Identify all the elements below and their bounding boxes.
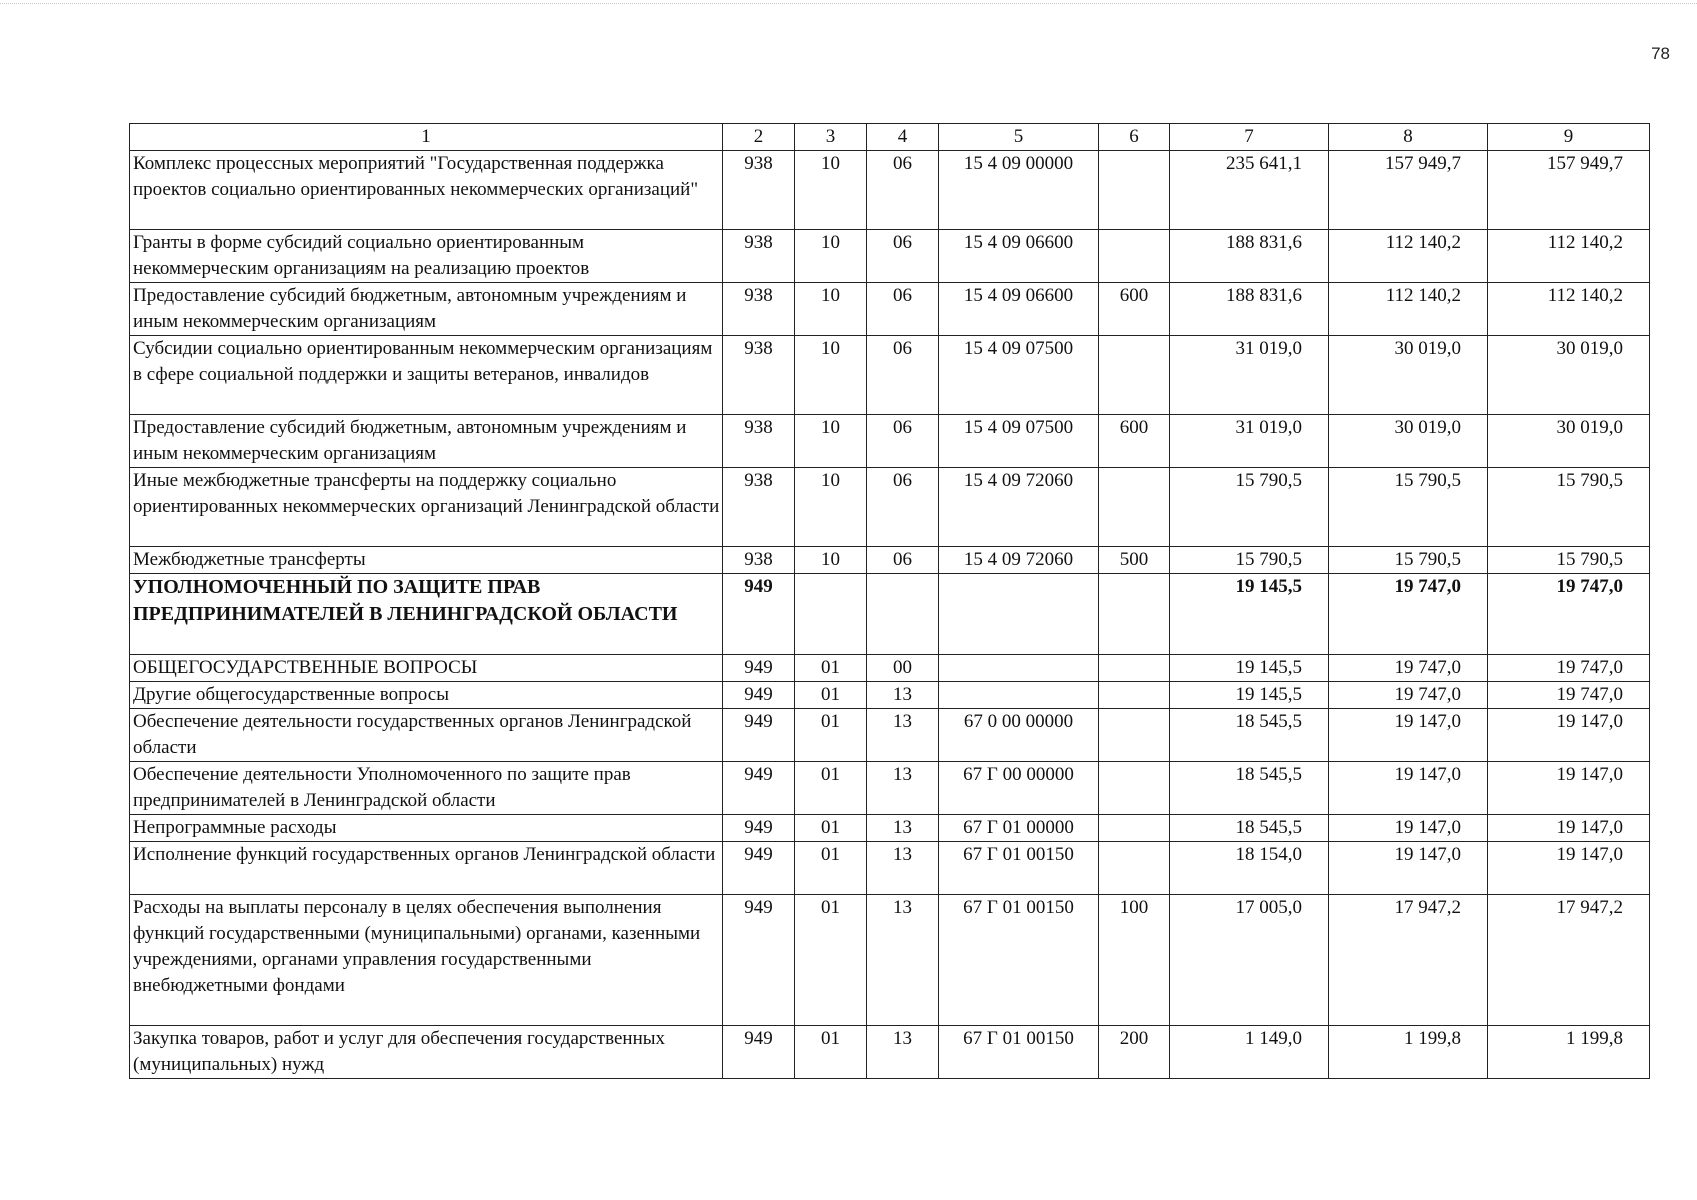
table-row xyxy=(130,762,1650,815)
amount-col8: 30 019,0 xyxy=(1329,415,1488,468)
expense-type-code xyxy=(1099,762,1170,815)
table-row xyxy=(130,415,1650,468)
subsection-code: 13 xyxy=(867,762,939,815)
col-header-4: 4 xyxy=(867,124,939,151)
expense-name: Предоставление субсидий бюджетным, автономным учреждениям и иным некоммерческим организациям xyxy=(130,415,723,468)
expense-name: ОБЩЕГОСУДАРСТВЕННЫЕ ВОПРОСЫ xyxy=(130,655,723,682)
subsection-code: 06 xyxy=(867,230,939,283)
expense-name: Закупка товаров, работ и услуг для обеспечения государственных (муниципальных) нужд xyxy=(130,1026,723,1079)
amount-col8: 19 747,0 xyxy=(1329,655,1488,682)
table-row xyxy=(130,336,1650,415)
expense-name: Межбюджетные трансферты xyxy=(130,547,723,574)
amount-col7: 18 545,5 xyxy=(1170,762,1329,815)
target-article-code: 15 4 09 06600 xyxy=(939,283,1099,336)
ministry-code: 938 xyxy=(723,336,795,415)
section-code: 01 xyxy=(795,655,867,682)
expense-type-code xyxy=(1099,336,1170,415)
amount-col9: 17 947,2 xyxy=(1488,895,1650,1026)
amount-col9: 15 790,5 xyxy=(1488,547,1650,574)
subsection-code: 06 xyxy=(867,415,939,468)
amount-col8: 19 747,0 xyxy=(1329,574,1488,655)
ministry-code: 949 xyxy=(723,709,795,762)
table-row xyxy=(130,709,1650,762)
expense-name: Другие общегосударственные вопросы xyxy=(130,682,723,709)
ministry-code: 938 xyxy=(723,415,795,468)
amount-col7: 18 545,5 xyxy=(1170,815,1329,842)
ministry-code: 949 xyxy=(723,895,795,1026)
expense-name: Иные межбюджетные трансферты на поддержку социально ориентированных некоммерческих организаций Ленинградской области xyxy=(130,468,723,547)
scan-top-edge xyxy=(0,3,1697,4)
amount-col9: 19 747,0 xyxy=(1488,574,1650,655)
expense-type-code xyxy=(1099,815,1170,842)
amount-col9: 30 019,0 xyxy=(1488,336,1650,415)
expense-type-code xyxy=(1099,151,1170,230)
subsection-code: 06 xyxy=(867,468,939,547)
expense-type-code: 500 xyxy=(1099,547,1170,574)
amount-col7: 19 145,5 xyxy=(1170,655,1329,682)
ministry-code: 938 xyxy=(723,151,795,230)
col-header-7: 7 xyxy=(1170,124,1329,151)
table-row xyxy=(130,151,1650,230)
subsection-code xyxy=(867,574,939,655)
amount-col7: 19 145,5 xyxy=(1170,682,1329,709)
ministry-code: 938 xyxy=(723,547,795,574)
amount-col8: 19 147,0 xyxy=(1329,815,1488,842)
ministry-code: 938 xyxy=(723,230,795,283)
target-article-code: 67 Г 00 00000 xyxy=(939,762,1099,815)
section-code xyxy=(795,574,867,655)
expense-type-code xyxy=(1099,230,1170,283)
amount-col7: 188 831,6 xyxy=(1170,230,1329,283)
amount-col8: 17 947,2 xyxy=(1329,895,1488,1026)
amount-col8: 19 747,0 xyxy=(1329,682,1488,709)
expense-type-code: 200 xyxy=(1099,1026,1170,1079)
subsection-code: 13 xyxy=(867,682,939,709)
section-code: 10 xyxy=(795,336,867,415)
target-article-code xyxy=(939,655,1099,682)
expense-name: УПОЛНОМОЧЕННЫЙ ПО ЗАЩИТЕ ПРАВ ПРЕДПРИНИМАТЕЛЕЙ В ЛЕНИНГРАДСКОЙ ОБЛАСТИ xyxy=(130,574,723,655)
col-header-9: 9 xyxy=(1488,124,1650,151)
expense-name: Расходы на выплаты персоналу в целях обеспечения выполнения функций государственными (муниципальными) органами, казенными учреждениями, органами управления государственными внебюджетными фондами xyxy=(130,895,723,1026)
target-article-code: 15 4 09 72060 xyxy=(939,468,1099,547)
expense-type-code: 600 xyxy=(1099,283,1170,336)
amount-col7: 18 154,0 xyxy=(1170,842,1329,895)
subsection-code: 06 xyxy=(867,151,939,230)
amount-col9: 1 199,8 xyxy=(1488,1026,1650,1079)
section-code: 01 xyxy=(795,709,867,762)
section-code: 10 xyxy=(795,547,867,574)
section-code: 01 xyxy=(795,895,867,1026)
expense-name: Субсидии социально ориентированным некоммерческим организациям в сфере социальной поддержки и защиты ветеранов, инвалидов xyxy=(130,336,723,415)
target-article-code: 15 4 09 00000 xyxy=(939,151,1099,230)
expense-type-code xyxy=(1099,468,1170,547)
amount-col8: 19 147,0 xyxy=(1329,842,1488,895)
ministry-code: 938 xyxy=(723,468,795,547)
expense-type-code xyxy=(1099,842,1170,895)
amount-col7: 188 831,6 xyxy=(1170,283,1329,336)
expense-type-code xyxy=(1099,574,1170,655)
section-code: 01 xyxy=(795,1026,867,1079)
table-row-section-header xyxy=(130,574,1650,655)
amount-col8: 157 949,7 xyxy=(1329,151,1488,230)
col-header-8: 8 xyxy=(1329,124,1488,151)
subsection-code: 06 xyxy=(867,336,939,415)
amount-col8: 15 790,5 xyxy=(1329,468,1488,547)
expense-type-code: 100 xyxy=(1099,895,1170,1026)
amount-col9: 30 019,0 xyxy=(1488,415,1650,468)
table-row xyxy=(130,682,1650,709)
table-row xyxy=(130,1026,1650,1079)
section-code: 10 xyxy=(795,415,867,468)
subsection-code: 13 xyxy=(867,895,939,1026)
section-code: 10 xyxy=(795,468,867,547)
expense-type-code xyxy=(1099,655,1170,682)
subsection-code: 13 xyxy=(867,842,939,895)
expense-name: Обеспечение деятельности государственных органов Ленинградской области xyxy=(130,709,723,762)
target-article-code: 67 Г 01 00150 xyxy=(939,842,1099,895)
table-row xyxy=(130,547,1650,574)
table-row xyxy=(130,468,1650,547)
subsection-code: 13 xyxy=(867,815,939,842)
subsection-code: 13 xyxy=(867,709,939,762)
amount-col8: 112 140,2 xyxy=(1329,283,1488,336)
amount-col7: 15 790,5 xyxy=(1170,547,1329,574)
amount-col7: 31 019,0 xyxy=(1170,415,1329,468)
table-row xyxy=(130,283,1650,336)
ministry-code: 938 xyxy=(723,283,795,336)
section-code: 10 xyxy=(795,230,867,283)
subsection-code: 13 xyxy=(867,1026,939,1079)
table-row xyxy=(130,655,1650,682)
target-article-code xyxy=(939,682,1099,709)
expense-name: Предоставление субсидий бюджетным, автономным учреждениям и иным некоммерческим организациям xyxy=(130,283,723,336)
amount-col9: 112 140,2 xyxy=(1488,283,1650,336)
target-article-code: 15 4 09 07500 xyxy=(939,415,1099,468)
amount-col9: 19 147,0 xyxy=(1488,709,1650,762)
ministry-code: 949 xyxy=(723,682,795,709)
amount-col7: 31 019,0 xyxy=(1170,336,1329,415)
amount-col8: 19 147,0 xyxy=(1329,709,1488,762)
budget-table xyxy=(129,123,1650,1079)
expense-name: Комплекс процессных мероприятий "Государственная поддержка проектов социально ориентированных некоммерческих организаций" xyxy=(130,151,723,230)
target-article-code: 67 Г 01 00150 xyxy=(939,895,1099,1026)
amount-col8: 112 140,2 xyxy=(1329,230,1488,283)
amount-col8: 19 147,0 xyxy=(1329,762,1488,815)
target-article-code xyxy=(939,574,1099,655)
subsection-code: 00 xyxy=(867,655,939,682)
amount-col7: 15 790,5 xyxy=(1170,468,1329,547)
col-header-3: 3 xyxy=(795,124,867,151)
ministry-code: 949 xyxy=(723,815,795,842)
amount-col9: 15 790,5 xyxy=(1488,468,1650,547)
amount-col7: 19 145,5 xyxy=(1170,574,1329,655)
target-article-code: 15 4 09 72060 xyxy=(939,547,1099,574)
target-article-code: 67 Г 01 00150 xyxy=(939,1026,1099,1079)
section-code: 10 xyxy=(795,283,867,336)
amount-col7: 235 641,1 xyxy=(1170,151,1329,230)
amount-col7: 17 005,0 xyxy=(1170,895,1329,1026)
ministry-code: 949 xyxy=(723,762,795,815)
page-number: 78 xyxy=(1651,44,1670,63)
ministry-code: 949 xyxy=(723,655,795,682)
expense-name: Исполнение функций государственных органов Ленинградской области xyxy=(130,842,723,895)
amount-col8: 30 019,0 xyxy=(1329,336,1488,415)
amount-col9: 19 747,0 xyxy=(1488,655,1650,682)
expense-type-code: 600 xyxy=(1099,415,1170,468)
amount-col9: 19 147,0 xyxy=(1488,762,1650,815)
col-header-2: 2 xyxy=(723,124,795,151)
target-article-code: 15 4 09 06600 xyxy=(939,230,1099,283)
amount-col8: 15 790,5 xyxy=(1329,547,1488,574)
ministry-code: 949 xyxy=(723,842,795,895)
section-code: 01 xyxy=(795,682,867,709)
expense-name: Гранты в форме субсидий социально ориентированным некоммерческим организациям на реализацию проектов xyxy=(130,230,723,283)
section-code: 01 xyxy=(795,815,867,842)
target-article-code: 67 Г 01 00000 xyxy=(939,815,1099,842)
expense-name: Непрограммные расходы xyxy=(130,815,723,842)
subsection-code: 06 xyxy=(867,547,939,574)
expense-type-code xyxy=(1099,709,1170,762)
table-row xyxy=(130,230,1650,283)
amount-col9: 112 140,2 xyxy=(1488,230,1650,283)
table-row xyxy=(130,895,1650,1026)
table-row xyxy=(130,842,1650,895)
section-code: 01 xyxy=(795,762,867,815)
target-article-code: 15 4 09 07500 xyxy=(939,336,1099,415)
ministry-code: 949 xyxy=(723,1026,795,1079)
expense-name: Обеспечение деятельности Уполномоченного по защите прав предпринимателей в Ленинградской области xyxy=(130,762,723,815)
section-code: 01 xyxy=(795,842,867,895)
amount-col9: 157 949,7 xyxy=(1488,151,1650,230)
ministry-code: 949 xyxy=(723,574,795,655)
amount-col9: 19 147,0 xyxy=(1488,842,1650,895)
col-header-6: 6 xyxy=(1099,124,1170,151)
col-header-5: 5 xyxy=(939,124,1099,151)
header-row xyxy=(130,124,1650,151)
amount-col7: 18 545,5 xyxy=(1170,709,1329,762)
amount-col7: 1 149,0 xyxy=(1170,1026,1329,1079)
col-header-1: 1 xyxy=(130,124,723,151)
target-article-code: 67 0 00 00000 xyxy=(939,709,1099,762)
section-code: 10 xyxy=(795,151,867,230)
amount-col9: 19 147,0 xyxy=(1488,815,1650,842)
expense-type-code xyxy=(1099,682,1170,709)
table-row xyxy=(130,815,1650,842)
amount-col8: 1 199,8 xyxy=(1329,1026,1488,1079)
amount-col9: 19 747,0 xyxy=(1488,682,1650,709)
subsection-code: 06 xyxy=(867,283,939,336)
